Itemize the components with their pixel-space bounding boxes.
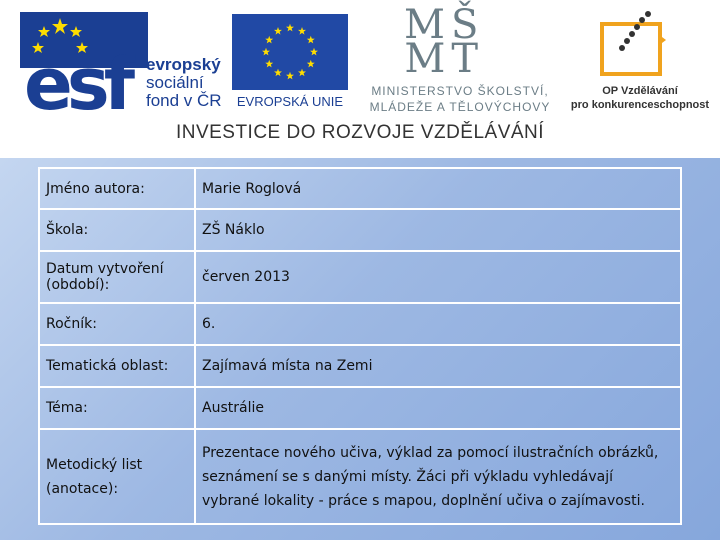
esf-caption — [146, 56, 222, 110]
esf-caption-line1: evropský — [146, 55, 221, 74]
eu-flag-icon — [232, 14, 348, 90]
table-row — [39, 387, 681, 429]
esf-letters: esf — [24, 42, 130, 126]
row-label-annotation: Metodický list (anotace): — [39, 429, 195, 524]
msmt-mark-icon — [404, 2, 485, 82]
row-label-author: Jméno autora: — [39, 168, 195, 209]
msmt-caption-line2: MLÁDEŽE A TĚLOVÝCHOVY — [369, 100, 551, 114]
msmt-caption-line1: MINISTERSTVO ŠKOLSTVÍ, — [371, 84, 549, 98]
row-label-theme: Téma: — [39, 387, 195, 429]
row-value-annotation: Prezentace nového učiva, výklad za pomocí ilustračních obrázků, seznámení se s danými místy. Žáci při výkladu vyhledávají vybrané lokality - práce s mapou, doplnění učiva o zajímavosti. — [195, 429, 681, 524]
row-value-theme: Austrálie — [195, 387, 681, 429]
op-caption — [570, 84, 710, 112]
msmt-logo — [360, 2, 560, 114]
row-label-date: Datum vytvoření (období): — [39, 251, 195, 303]
msmt-mark-top: MŠ — [404, 2, 485, 48]
row-value-grade: 6. — [195, 303, 681, 345]
header-logos-bar — [0, 0, 720, 158]
op-caption-line1: OP Vzdělávání — [602, 85, 678, 97]
table-row — [39, 251, 681, 303]
table-row — [39, 303, 681, 345]
eu-caption: EVROPSKÁ UNIE — [236, 94, 344, 109]
row-value-topic-area: Zajímavá místa na Zemi — [195, 345, 681, 387]
esf-caption-line2: sociální — [146, 73, 204, 92]
table-row — [39, 209, 681, 251]
row-label-topic-area: Tematická oblast: — [39, 345, 195, 387]
table-row — [39, 345, 681, 387]
op-caption-line2: pro konkurenceschopnost — [570, 99, 710, 111]
info-table — [38, 167, 682, 525]
esf-logo — [20, 12, 228, 126]
esf-caption-line3: fond v ČR — [146, 91, 222, 110]
msmt-mark-bottom: MT — [404, 36, 484, 82]
row-value-author: Marie Roglová — [195, 168, 681, 209]
row-label-grade: Ročník: — [39, 303, 195, 345]
banner-title: INVESTICE DO ROZVOJE VZDĚLÁVÁNÍ — [175, 122, 545, 143]
op-logo — [570, 8, 710, 112]
eu-logo — [232, 14, 348, 110]
table-row — [39, 429, 681, 524]
table-row — [39, 168, 681, 209]
row-value-school: ZŠ Náklo — [195, 209, 681, 251]
row-value-date: červen 2013 — [195, 251, 681, 303]
op-mark-icon — [570, 8, 710, 82]
row-label-school: Škola: — [39, 209, 195, 251]
